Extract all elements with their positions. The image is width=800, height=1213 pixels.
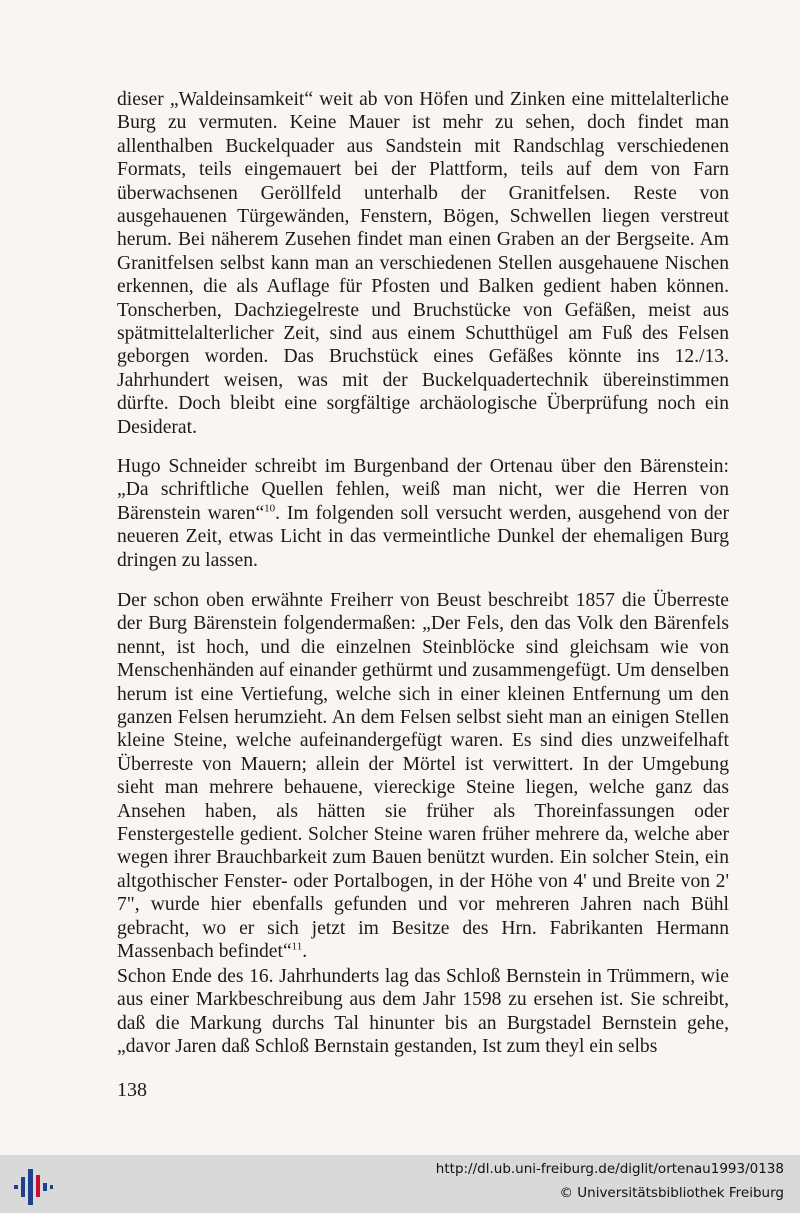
paragraph-4 — [117, 965, 729, 1059]
footnote-marker: 10 — [264, 502, 276, 515]
paragraph-text: Hugo Schneider schreibt im Burgenband der Ortenau über den Bärenstein: „Da schriftliche Quellen fehlen, weiß man nicht, wer die Herren von Bärenstein waren“ — [117, 456, 729, 524]
copyright-notice: © Universitätsbibliothek Freiburg — [559, 1185, 784, 1201]
source-url-link[interactable]: http://dl.ub.uni-freiburg.de/diglit/ortenau1993/0138 — [435, 1161, 784, 1177]
paragraph-3 — [117, 589, 729, 964]
library-logo-icon — [12, 1163, 56, 1207]
paragraph-text: . — [302, 941, 308, 963]
paragraph-2 — [117, 455, 729, 572]
paragraph-text: Schon Ende des 16. Jahrhunderts lag das Schloß Bernstein in Trümmern, wie aus einer Markbeschreibung aus dem Jahr 1598 zu ersehen ist. Sie schreibt, daß die Markung durchs Tal hinunter bis an Burgstadel Bernstein gehe, „davor Jaren daß Schloß Bernstain gestanden, Ist zum theyl ein selbs — [117, 966, 729, 1058]
paragraph-text: dieser „Waldeinsamkeit“ weit ab von Höfen und Zinken eine mittelalterliche Burg zu vermuten. Keine Mauer ist mehr zu sehen, doch findet man allenthalben Buckelquader aus Sandstein mit Randschlag verschiedenen Formats, teils eingemauert bei der Plattform, teils auf dem von Farn überwachsenen Geröllfeld unterhalb der Granitfelsen. Reste von ausgehauenen Türgewänden, Fenstern, Bögen, Schwellen liegen verstreut herum. Bei näherem Zusehen findet man einen Graben an der Bergseite. Am Granitfelsen selbst kann man an verschiedenen Stellen ausgehauene Nischen erkennen, die als Auflage für Pfosten und Balken gedient haben können. Tonscherben, Dachziegelreste und Bruchstücke von Gefäßen, meist aus spätmittelalterlicher Zeit, sind aus einem Schutthügel am Fuß des Felsen geborgen worden. Das Bruchstück eines Gefäßes könnte ins 12./13. Jahrhundert weisen, was mit der Buckelquadertechnik übereinstimmen dürfte. Doch bleibt eine sorgfältige archäologische Überprüfung noch ein Desiderat. — [117, 89, 729, 438]
page-number: 138 — [117, 1079, 147, 1101]
paragraph-text: . Im folgenden soll versucht werden, ausgehend von der neueren Zeit, etwas Licht in das vermeintliche Dunkel der ehemaligen Burg dringen zu lassen. — [117, 502, 729, 571]
paragraph-text: Der schon oben erwähnte Freiherr von Beust beschreibt 1857 die Überreste der Burg Bärenstein folgendermaßen: „Der Fels, den das Volk den Bärenfels nennt, ist hoch, und die einzelnen Steinblöcke sind gleichsam wie von Menschenhänden auf einander gethürmt und zusammengefügt. Um denselben herum ist eine Vertiefung, welche sich in einer kleinen Entfernung um den ganzen Felsen herumzieht. An dem Felsen selbst sieht man an einigen Stellen kleine Steine, welche aufeinandergefügt waren. Es sind dies unzweifelhaft Überreste von Mauern; allein der Mörtel ist verwittert. In der Umgebung sieht man mehrere behauene, viereckige Steine liegen, welche ganz das Ansehen haben, als hätten sie früher als Thoreinfassungen oder Fenstergestelle gedient. Solcher Steine waren früher mehrere da, welche aber wegen ihrer Brauchbarkeit zum Bauen benützt wurden. Ein solcher Stein, ein altgothischer Fenster- oder Portalbogen, in der Höhe von 4' und Breite von 2' 7", wurde hier ebenfalls gefunden und vor mehreren Jahren nach Bühl gebracht, wo er sich jetzt im Besitze des Hrn. Fabrikanten Hermann Massenbach befindet“ — [117, 590, 729, 963]
footnote-marker: 11 — [291, 940, 303, 953]
paragraph-1 — [117, 88, 729, 439]
viewer-footer — [0, 1155, 800, 1213]
